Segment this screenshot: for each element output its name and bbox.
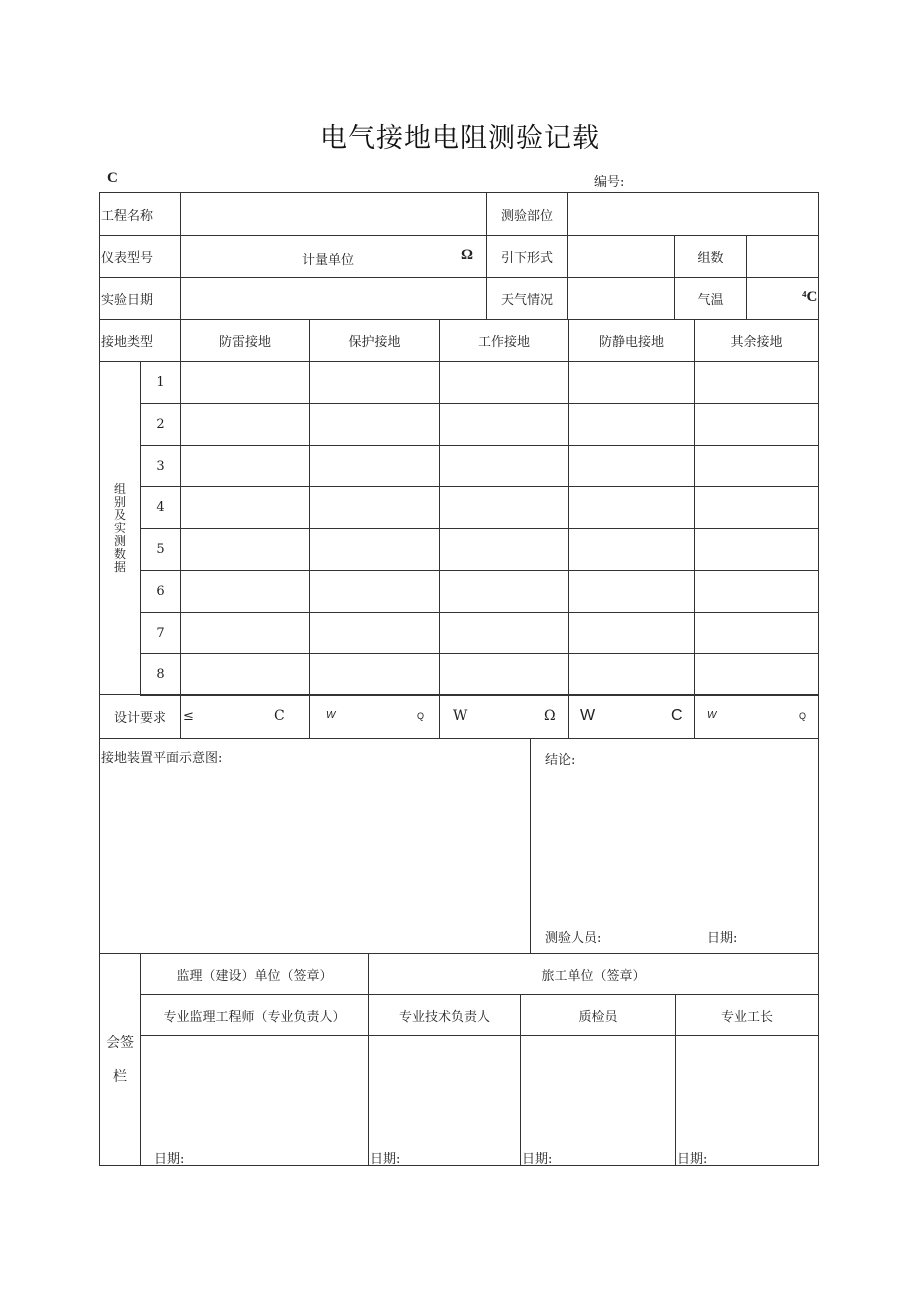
measurement-cell[interactable] (694, 612, 819, 654)
measurement-cell[interactable] (309, 403, 440, 446)
foreman-header: 专业工长 (675, 994, 819, 1036)
design-leq: W (326, 710, 336, 721)
design-unit: C (274, 708, 285, 724)
weather-field[interactable] (567, 277, 675, 320)
group-number: 1 (140, 361, 181, 404)
supervisor-engineer-header: 专业监理工程师（专业负责人） (140, 994, 369, 1036)
measurement-cell[interactable] (694, 653, 819, 696)
measurement-cell[interactable] (568, 570, 695, 613)
type-working: 工作接地 (439, 319, 569, 362)
measure-unit-label: 计量单位 (302, 253, 355, 268)
signoff-label-line: 栏 (113, 1068, 127, 1085)
design-value-working[interactable] (439, 694, 569, 739)
measurement-cell[interactable] (568, 486, 695, 529)
tech-lead-header: 专业技术负责人 (368, 994, 521, 1036)
measurement-cell[interactable] (180, 486, 310, 529)
group-label-char: 组 (113, 481, 126, 496)
conclusion-area[interactable] (530, 738, 819, 954)
design-value-protective[interactable] (309, 694, 440, 739)
group-label-char: 据 (113, 559, 126, 574)
instrument-model-label: 仪表型号 (99, 235, 181, 278)
group-label-char: 别 (113, 494, 126, 509)
measurement-cell[interactable] (439, 361, 569, 404)
tester-label: 测验人员: (545, 931, 602, 946)
group-data-label (99, 361, 141, 695)
supervisor-unit-header: 监理（建设）单位（签章） (140, 953, 369, 995)
design-unit: C (671, 707, 683, 724)
group-label-char: 实 (113, 520, 126, 535)
design-leq: W (707, 710, 717, 721)
measurement-cell[interactable] (439, 445, 569, 487)
supervisor-signature-field[interactable] (140, 1035, 369, 1166)
construction-unit-header: 旅工单位（签章） (368, 953, 819, 995)
measurement-cell[interactable] (309, 653, 440, 696)
measurement-cell[interactable] (180, 570, 310, 613)
group-label-char: 数 (113, 546, 126, 561)
measurement-cell[interactable] (439, 612, 569, 654)
weather-label: 天气情况 (486, 277, 568, 320)
measurement-cell[interactable] (568, 445, 695, 487)
group-number: 3 (140, 445, 181, 487)
measurement-cell[interactable] (309, 486, 440, 529)
measurement-cell[interactable] (568, 653, 695, 696)
group-number: 4 (140, 486, 181, 529)
type-antistatic: 防静电接地 (568, 319, 695, 362)
design-unit: Q (799, 711, 807, 721)
tech-lead-signature-field[interactable] (368, 1035, 521, 1166)
measurement-cell[interactable] (439, 528, 569, 571)
group-label-char: 及 (113, 507, 126, 522)
temperature-unit: ⁴C (802, 289, 818, 305)
leq-symbol: ≤ (183, 709, 194, 724)
measurement-cell[interactable] (694, 445, 819, 487)
test-location-label: 测验部位 (486, 192, 568, 236)
group-count-label: 组数 (674, 235, 747, 278)
instrument-model-field[interactable] (180, 235, 487, 278)
measurement-cell[interactable] (439, 653, 569, 696)
grounding-type-label: 接地类型 (99, 319, 181, 362)
measurement-cell[interactable] (439, 403, 569, 446)
measurement-cell[interactable] (568, 403, 695, 446)
measurement-cell[interactable] (309, 570, 440, 613)
quality-inspector-header: 质检员 (520, 994, 676, 1036)
signoff-label (99, 953, 141, 1166)
group-count-field[interactable] (746, 235, 819, 278)
group-number: 6 (140, 570, 181, 613)
measurement-cell[interactable] (439, 486, 569, 529)
measurement-cell[interactable] (694, 361, 819, 404)
form-code: C (107, 170, 118, 186)
design-unit: Q (417, 711, 425, 721)
measurement-cell[interactable] (439, 570, 569, 613)
signature-date-label: 日期: (154, 1152, 185, 1167)
foreman-signature-field[interactable] (675, 1035, 819, 1166)
measure-unit-value: Ω (461, 247, 474, 263)
measurement-cell[interactable] (694, 570, 819, 613)
measurement-cell[interactable] (180, 653, 310, 696)
design-leq: W (453, 708, 468, 724)
page-title: 电气接地电阻测验记载 (320, 123, 600, 154)
quality-inspector-signature-field[interactable] (520, 1035, 676, 1166)
signoff-label-line: 会签 (106, 1034, 134, 1051)
design-leq: W (580, 707, 596, 724)
test-location-field[interactable] (567, 192, 819, 236)
test-date-label: 实验日期 (99, 277, 181, 320)
design-value-other[interactable] (694, 694, 819, 739)
measurement-cell[interactable] (180, 612, 310, 654)
temperature-field[interactable] (746, 277, 819, 320)
design-unit: Ω (544, 708, 556, 724)
group-label-char: 测 (113, 533, 126, 548)
design-requirement-label: 设计要求 (99, 694, 181, 739)
plan-diagram-label: 接地装置平面示意图: (101, 751, 223, 766)
group-number: 5 (140, 528, 181, 571)
type-other: 其余接地 (694, 319, 819, 362)
measurement-cell[interactable] (568, 612, 695, 654)
temperature-label: 气温 (674, 277, 747, 320)
measurement-cell[interactable] (309, 445, 440, 487)
conclusion-label: 结论: (545, 753, 576, 768)
design-value-antistatic[interactable] (568, 694, 695, 739)
signature-date-label: 日期: (370, 1152, 401, 1167)
project-name-field[interactable] (180, 192, 487, 236)
measurement-cell[interactable] (694, 486, 819, 529)
number-label: 编号: (594, 175, 625, 190)
group-number: 7 (140, 612, 181, 654)
type-protective: 保护接地 (309, 319, 440, 362)
measurement-cell[interactable] (694, 528, 819, 571)
group-number: 2 (140, 403, 181, 446)
measurement-cell[interactable] (309, 528, 440, 571)
measurement-cell[interactable] (180, 403, 310, 446)
measurement-cell[interactable] (180, 361, 310, 404)
signature-date-label: 日期: (522, 1152, 553, 1167)
down-lead-label: 引下形式 (486, 235, 568, 278)
test-date-field[interactable] (180, 277, 487, 320)
conclusion-date-label: 日期: (707, 931, 738, 946)
down-lead-field[interactable] (567, 235, 675, 278)
group-number: 8 (140, 653, 181, 696)
measurement-cell[interactable] (568, 528, 695, 571)
measurement-cell[interactable] (180, 445, 310, 487)
measurement-cell[interactable] (568, 361, 695, 404)
plan-diagram-area[interactable] (99, 738, 531, 954)
measurement-cell[interactable] (309, 612, 440, 654)
design-value-lightning[interactable] (180, 694, 310, 739)
project-name-label: 工程名称 (99, 192, 181, 236)
signature-date-label: 日期: (677, 1152, 708, 1167)
measurement-cell[interactable] (694, 403, 819, 446)
type-lightning: 防雷接地 (180, 319, 310, 362)
measurement-cell[interactable] (180, 528, 310, 571)
measurement-cell[interactable] (309, 361, 440, 404)
